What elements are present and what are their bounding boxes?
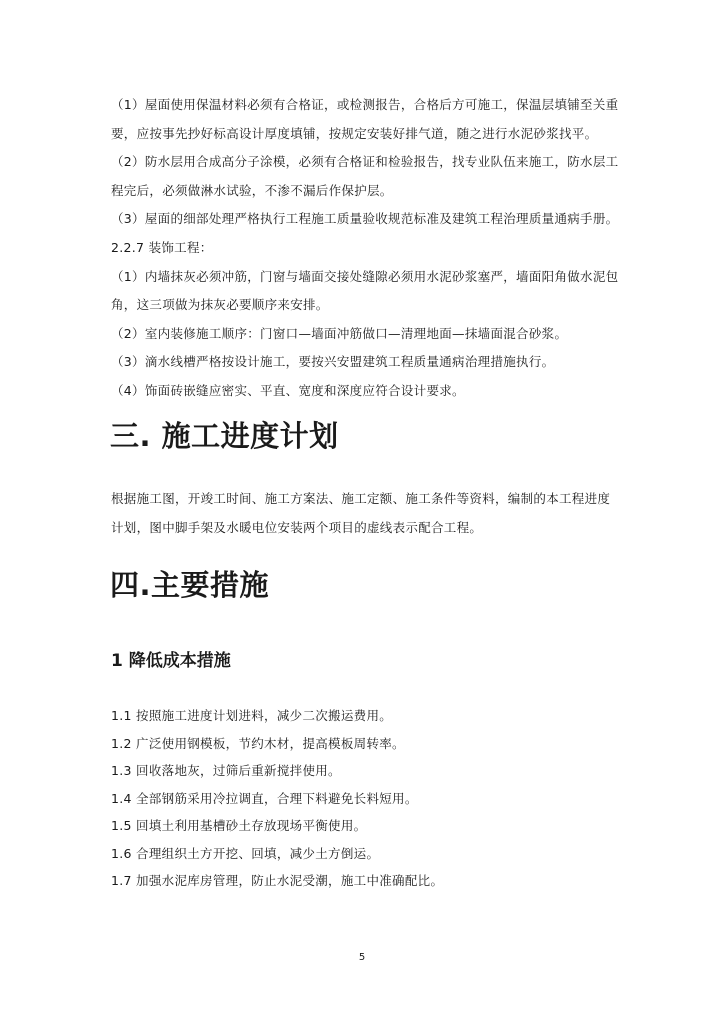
page-number: 5	[358, 952, 366, 963]
paragraph-line: 程完后，必须做淋水试验，不渗不漏后作保护层。	[111, 182, 393, 198]
cost-reduction-subheading: 1 降低成本措施	[111, 651, 231, 671]
paragraph-line: 角，这三项做为抹灰必要顺序来安排。	[111, 297, 329, 313]
list-item: 1.7 加强水泥库房管理，防止水泥受潮，施工中准确配比。	[111, 873, 444, 888]
paragraph-line: （2）防水层用合成高分子涂模，必须有合格证和检验报告，找专业队伍来施工，防水层工	[111, 154, 619, 170]
list-item: 1.6 合理组织土方开挖、回填，减少土方倒运。	[111, 845, 380, 861]
cost-reduction-list	[111, 702, 621, 895]
paragraph-line: （1）内墙抹灰必须冲筋，门窗与墙面交接处缝隙必须用水泥砂浆塞严，墙面阳角做水泥包	[111, 268, 619, 284]
list-item: 1.2 广泛使用钢模板，节约木材，提高模板周转率。	[111, 735, 405, 751]
roof-and-decoration-section	[111, 91, 621, 406]
list-item: 1.1 按照施工进度计划进料，减少二次搬运费用。	[111, 708, 393, 723]
paragraph-line: （4）饰面砖嵌缝应密实、平直、宽度和深度应符合设计要求。	[111, 382, 465, 398]
paragraph-line: 根据施工图，开竣工时间、施工方案法、施工定额、施工条件等资料，编制的本工程进度	[111, 491, 611, 506]
paragraph-line: 计划，图中脚手架及水暖电位安装两个项目的虚线表示配合工程。	[111, 519, 483, 535]
section-3-heading: 三. 施工进度计划	[110, 419, 339, 453]
subsection-heading: 2.2.7 装饰工程：	[111, 239, 213, 255]
paragraph-line: 要，应按事先抄好标高设计厚度填铺，按规定安装好排气道，随之进行水泥砂浆找平。	[111, 125, 598, 141]
list-item: 1.5 回填土利用基槽砂土存放现场平衡使用。	[111, 818, 367, 833]
list-item: 1.4 全部钢筋采用冷拉调直，合理下料避免长料短用。	[111, 790, 418, 806]
section-3-body	[111, 485, 621, 542]
paragraph-line: （3）屋面的细部处理严格执行工程施工质量验收规范标准及建筑工程治理质量通病手册。	[111, 211, 619, 227]
list-item: 1.3 回收落地灰，过筛后重新搅拌使用。	[111, 763, 341, 778]
paragraph-line: （3）滴水线槽严格按设计施工，要按兴安盟建筑工程质量通病治理措施执行。	[111, 354, 555, 370]
paragraph-line: （1）屋面使用保温材料必须有合格证，或检测报告，合格后方可施工，保温层填铺至关重	[111, 97, 619, 112]
section-4-heading: 四.主要措施	[110, 568, 270, 602]
paragraph-line: （2）室内装修施工顺序：门窗口—墙面冲筋做口—清理地面—抹墙面混合砂浆。	[111, 325, 568, 341]
